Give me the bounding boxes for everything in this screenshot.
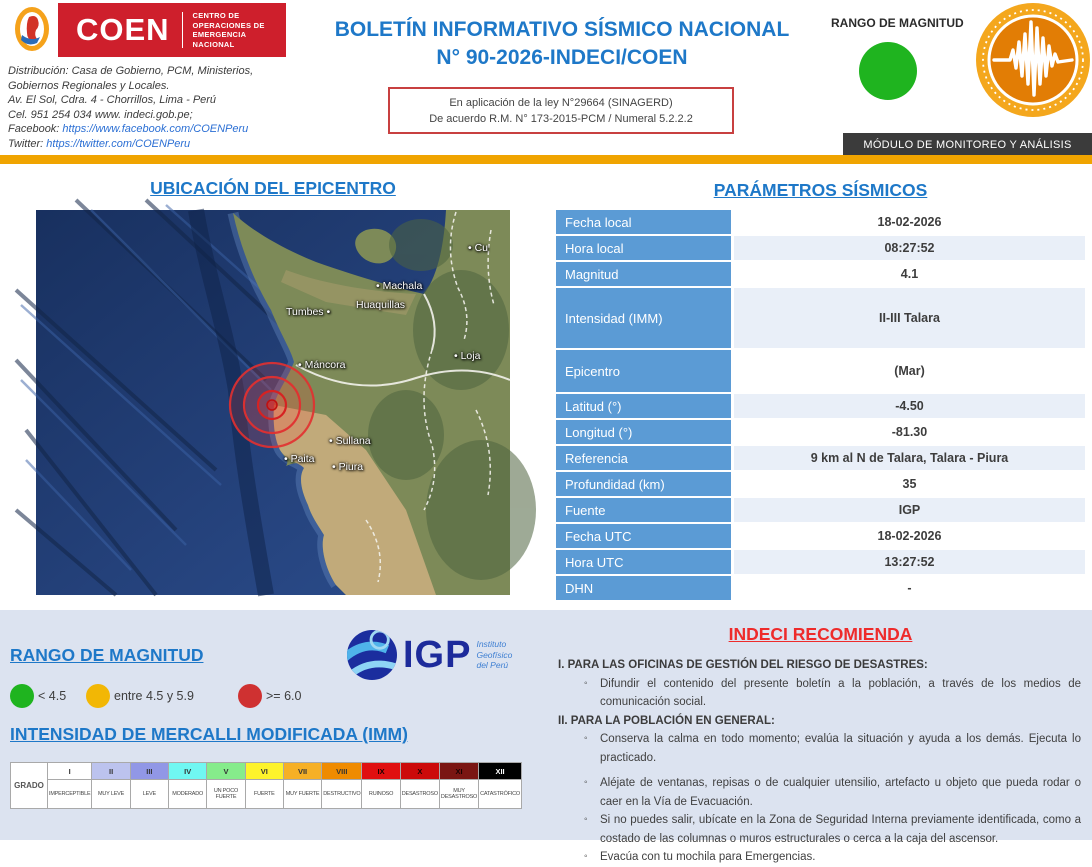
magnitude-range-header-label: RANGO DE MAGNITUD	[831, 16, 964, 30]
mercalli-title: INTENSIDAD DE MERCALLI MODIFICADA (IMM)	[10, 724, 408, 744]
bullet-icon: ◦	[584, 814, 588, 825]
recommendation-item: ◦ Aléjate de ventanas, repisas o de cualquier utensilio, artefacto u objeto que pueda rodar o caer en la Vía de Evacuación.	[556, 774, 1085, 811]
magnitude-legend-title: RANGO DE MAGNITUD	[10, 645, 204, 665]
indeci-logo	[6, 2, 58, 57]
recommendation-item: ◦ Difundir el contenido del presente boletín a la población, a través de los medios de comunicación social.	[556, 675, 1085, 712]
table-row: Fuente IGP	[556, 498, 1085, 522]
recommendation-item: ◦ Si no puedes salir, ubícate en la Zona de Seguridad Interna previamente identificada, como a costado de las columnas o muros estructurales o cerca a la caja del ascensor.	[556, 811, 1085, 848]
mercalli-scale-table: GRADO I II III IV V VI VII VIII IX X XI XII IMPERCEPTIBLE MUY LEVE LEVE MODERADO UN POCO FUERTE FUERTE MUY FUERTE DESTRUCTIVO RUINOSO DESASTROSO MUY DESASTROSO CATASTRÓFICO	[10, 762, 522, 809]
recommendation-section-heading: I. PARA LAS OFICINAS DE GESTIÓN DEL RIESGO DE DESASTRES:	[558, 659, 928, 671]
legend-item-yellow: entre 4.5 y 5.9	[86, 684, 194, 708]
seismic-params-table	[556, 210, 1085, 602]
green-magnitude-icon	[10, 684, 34, 708]
recommendation-item: ◦ Conserva la calma en todo momento; evalúa la situación y ayuda a los demás. Ejecuta lo practicado.	[556, 730, 1085, 767]
recommendations-body	[556, 656, 1085, 867]
table-row: Epicentro (Mar)	[556, 350, 1085, 392]
table-row: Magnitud 4.1	[556, 262, 1085, 286]
red-magnitude-icon	[238, 684, 262, 708]
map-label-cuenca: • Cu	[468, 242, 489, 254]
table-row: Referencia 9 km al N de Talara, Talara - Piura	[556, 446, 1085, 470]
igp-acronym: IGP	[403, 633, 472, 676]
legend-item-green: < 4.5	[10, 684, 66, 708]
map-label-sullana: • Sullana	[329, 435, 371, 447]
table-row: Fecha UTC 18-02-2026	[556, 524, 1085, 548]
grado-header-cell: GRADO	[11, 763, 47, 808]
recommendation-section-heading: II. PARA LA POBLACIÓN EN GENERAL:	[558, 714, 775, 727]
coen-divider	[182, 12, 183, 48]
map-label-loja: • Loja	[454, 350, 481, 362]
distribution-text: Distribución: Casa de Gobierno, PCM, Ministerios, Gobiernos Regionales y Locales. Av. El Sol, Cdra. 4 - Chorrillos, Lima - Perú Cel. 951 254 034 www. indeci.gob.pe; Facebook: https://www.facebook.com/COENPeru Twitter: https://twitter.com/COENPeru	[8, 65, 254, 150]
bullet-icon: ◦	[584, 851, 588, 862]
table-row: Profundidad (km) 35	[556, 472, 1085, 496]
seismograph-badge-icon	[974, 0, 1092, 122]
yellow-magnitude-icon	[86, 684, 110, 708]
map-label-piura: • Piura	[332, 461, 364, 473]
twitter-link[interactable]: https://twitter.com/COENPeru	[46, 137, 191, 150]
bullet-icon: ◦	[584, 677, 588, 689]
epicenter-section-title: UBICACIÓN DEL EPICENTRO	[150, 178, 396, 198]
map-image	[36, 210, 510, 595]
law-reference-box: En aplicación de la ley N°29664 (SINAGERD) De acuerdo R.M. N° 173-2015-PCM / Numeral 5.2.2.2	[388, 87, 734, 134]
coen-logo-block	[58, 3, 286, 57]
facebook-link[interactable]: https://www.facebook.com/COENPeru	[62, 123, 249, 136]
module-bar: MÓDULO DE MONITOREO Y ANÁLISIS	[843, 133, 1092, 156]
coen-subtitle: CENTRO DE OPERACIONES DE EMERGENCIA NACIONAL	[192, 11, 265, 49]
table-row: Fecha local 18-02-2026	[556, 210, 1085, 234]
yellow-divider	[0, 155, 1092, 164]
bullet-icon: ◦	[584, 777, 588, 788]
map-label-tumbes: Tumbes •	[286, 306, 331, 318]
map-label-paita: • Paita	[284, 453, 315, 465]
table-row: Hora local 08:27:52	[556, 236, 1085, 260]
epicenter-map	[36, 210, 510, 595]
indeci-recommends-title: INDECI RECOMIENDA	[728, 624, 913, 644]
table-row: Hora UTC 13:27:52	[556, 550, 1085, 574]
legend-item-red: >= 6.0	[238, 684, 301, 708]
igp-full-name: Instituto Geofísico del Perú	[476, 639, 513, 671]
table-row: Intensidad (IMM) II-III Talara	[556, 288, 1085, 348]
bullet-icon: ◦	[584, 733, 588, 744]
indeci-shield-icon	[6, 2, 58, 57]
map-label-machala: • Machala	[376, 280, 423, 292]
map-label-huaquillas: Huaquillas	[356, 299, 406, 311]
coen-acronym: COEN	[76, 12, 170, 47]
table-row: Longitud (°) -81.30	[556, 420, 1085, 444]
map-label-mancora: • Máncora	[298, 359, 346, 371]
params-section-title: PARÁMETROS SÍSMICOS	[713, 180, 928, 200]
table-row: Latitud (°) -4.50	[556, 394, 1085, 418]
magnitude-indicator-circle	[859, 42, 917, 100]
igp-globe-icon	[347, 630, 397, 680]
table-row: DHN -	[556, 576, 1085, 600]
recommendation-item: ◦ Evacúa con tu mochila para Emergencias.	[556, 848, 1085, 867]
bulletin-title: BOLETÍN INFORMATIVO SÍSMICO NACIONAL N° 90-2026-INDECI/COEN	[334, 18, 790, 69]
igp-logo	[347, 630, 512, 680]
